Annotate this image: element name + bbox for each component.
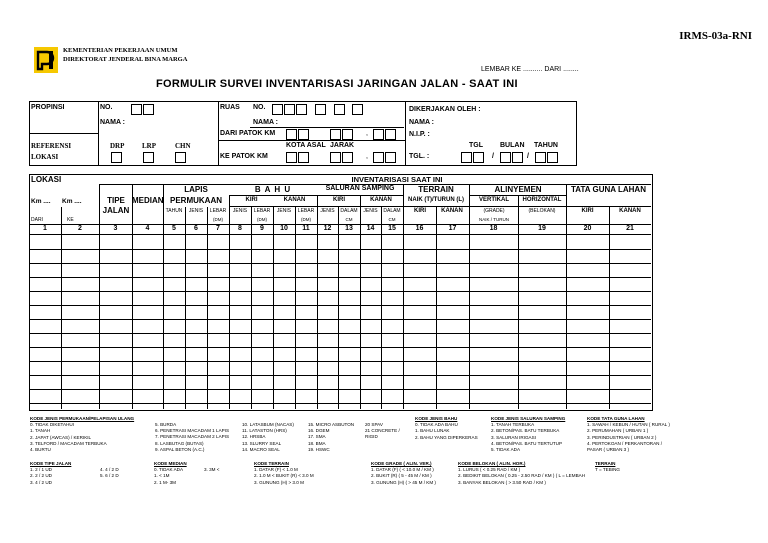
table-row[interactable]: [29, 333, 651, 334]
kota-asal-label: KOTA ASAL: [286, 142, 326, 149]
column-number: 15: [388, 225, 396, 232]
column-number: 16: [415, 225, 424, 232]
table-row[interactable]: [29, 375, 651, 376]
column-number: 3: [113, 225, 118, 232]
chn-label: CHN: [175, 142, 191, 150]
column-number: 20: [583, 225, 592, 232]
table-row[interactable]: [29, 403, 651, 404]
dari-patok-box-5[interactable]: [373, 129, 384, 140]
lokasi-label: LOKASI: [31, 153, 59, 161]
nip-label: N.I.P. :: [409, 131, 430, 138]
table-column-line: [295, 207, 296, 409]
saluran-header: SALURAN SAMPING: [325, 185, 395, 192]
table-column-line: [338, 207, 339, 409]
ke-patok-box-5[interactable]: [373, 152, 384, 163]
drp-label: DRP: [110, 142, 125, 150]
dari-patok-box-3[interactable]: [330, 129, 341, 140]
table-column-line: [207, 207, 208, 409]
propinsi-no-label: NO.: [100, 104, 113, 111]
legend-bahu: KODE JENIS BAHU 0. TIDAK ADA BAHU 1. BAHU LUNAK 2. BAHU YANG DIPERKERAS: [415, 416, 478, 440]
propinsi-no-box-2[interactable]: [143, 104, 154, 115]
legend-grade: KODE GRADE ( ALIN. VER.) 1. DATAR (F) ( < 10.0 M / KM ) 2. BUKIT (R) ( 5 - 45 M / KM ) 3. GUNUNG (H) ( > 45 M / KM ): [371, 461, 436, 485]
ruas-no-label: NO.: [253, 104, 266, 111]
column-number: 2: [78, 225, 82, 232]
bahu-header: B A H U: [254, 185, 292, 194]
drp-box[interactable]: [111, 152, 122, 163]
table-row[interactable]: [29, 249, 651, 250]
median-header: MEDIAN: [132, 196, 164, 205]
table-row[interactable]: [29, 263, 651, 264]
bulan-box-1[interactable]: [500, 152, 511, 163]
column-number: 4: [145, 225, 150, 232]
ruas-no-box-3[interactable]: [296, 104, 307, 115]
table-row[interactable]: [29, 389, 651, 390]
table-column-line: [381, 207, 382, 409]
ruas-no-box-2[interactable]: [284, 104, 295, 115]
ruas-no-box-6[interactable]: [352, 104, 363, 115]
bina-marga-logo-icon: [34, 47, 58, 73]
tgl-header: TGL: [469, 142, 483, 149]
propinsi-label: PROPINSI: [31, 104, 65, 111]
legend-tata-guna: KODE TATA GUNA LAHAN 1. SAWAH / KEBUN / HUTAN ( RURAL ) 2. PERUMAHAN ( URBAN 1 ) 3. PERINDUSTRIAN ( URBAN 2 ) 4. PERTOKOAN / PERKANTORAN / PASAR ( URBAN 3 ): [587, 416, 670, 453]
table-column-line: [251, 207, 252, 409]
dari-patok-box-1[interactable]: [286, 129, 297, 140]
chn-box[interactable]: [175, 152, 186, 163]
table-row[interactable]: [29, 277, 651, 278]
dari-patok-label: DARI PATOK KM: [220, 130, 276, 137]
dari-patok-box-2[interactable]: [298, 129, 309, 140]
dari-patok-box-6[interactable]: [385, 129, 396, 140]
sheet-label: LEMBAR KE .......... DARI ........: [481, 66, 579, 73]
lokasi-header: LOKASI: [31, 175, 62, 184]
legend-terrain-2: TERRAIN T = TEBING: [595, 461, 620, 473]
lrp-box[interactable]: [143, 152, 154, 163]
ruas-no-box-1[interactable]: [272, 104, 283, 115]
table-row[interactable]: [29, 305, 651, 306]
column-number: 17: [448, 225, 457, 232]
table-column-line: [609, 207, 610, 409]
table-row[interactable]: [29, 361, 651, 362]
tgl-box-2[interactable]: [473, 152, 484, 163]
column-number: 14: [366, 225, 375, 232]
ke-patok-box-6[interactable]: [385, 152, 396, 163]
legend-median: KODE MEDIAN 0. TIDAK ADA 1. < 1M 2. 1 M- 3M: [154, 461, 187, 485]
legend-belokan: KODE BELOKAN ( ALIN. HOR.) 1. LURUS ( < 0.25 RAD / KM ) 2. BEDIKIT BELOKAN ( 0.25 - 2.50 RAD / KM ) ( L = LEMBAH 3. BANYAK BELOKAN ( > 3.50 RAD / KM ): [458, 461, 586, 485]
page-title: FORMULIR SURVEI INVENTARISASI JARINGAN JALAN - SAAT INI: [156, 78, 518, 90]
bulan-box-2[interactable]: [512, 152, 523, 163]
dari-patok-box-4[interactable]: [342, 129, 353, 140]
tipe-jalan-header: TIPE JALAN: [102, 196, 130, 215]
tahun-header: TAHUN: [534, 142, 558, 149]
tahun-box-2[interactable]: [547, 152, 558, 163]
column-number: 1: [43, 225, 47, 232]
table-row[interactable]: [29, 319, 651, 320]
jarak-label: JARAK: [330, 142, 355, 149]
terrain-header: TERRAIN: [418, 185, 454, 194]
propinsi-no-box-1[interactable]: [131, 104, 142, 115]
legend-terrain: KODE TERRAIN 1. DATAR (F) < 1.0 M 2. 1.0 M < BUKIT (R) < 3.0 M 3. GUNUNG (H) > 3.0 M: [254, 461, 314, 485]
column-number: 7: [216, 225, 220, 232]
doc-code: IRMS-03a-RNI: [679, 30, 752, 42]
column-number: 10: [280, 225, 288, 232]
propinsi-nama-label: NAMA :: [100, 119, 126, 126]
table-column-line: [273, 207, 274, 409]
legend-tipe-jalan: KODE TIPE JALAN 1. 2 / 1 UD 2. 2 / 2 UD 3. 4 / 2 UD: [30, 461, 72, 485]
alinyemen-header: ALINYEMEN: [494, 185, 542, 194]
inventory-title: INVENTARISASI SAAT INI: [351, 175, 443, 184]
column-number: 6: [194, 225, 198, 232]
column-number: 8: [238, 225, 242, 232]
tgl-label: TGL. :: [409, 153, 430, 160]
surveyor-nama-label: NAMA :: [409, 119, 435, 126]
ke-patok-box-3[interactable]: [330, 152, 341, 163]
legend-saluran: KODE JENIS SALURAN SAMPING 1. TANAH TERBUKA 2. BETON/PAS. BATU TERBUKA 3. SALURAN IRIGASI 4. BETON/PAS. BATU TERTUTUP 5. TIDAK ADA: [491, 416, 566, 453]
ruas-nama-label: NAMA :: [253, 119, 279, 126]
table-column-line: [61, 207, 62, 409]
ke-patok-box-4[interactable]: [342, 152, 353, 163]
tgl-box-1[interactable]: [461, 152, 472, 163]
ministry-name: KEMENTERIAN PEKERJAAN UMUM DIREKTORAT JENDERAL BINA MARGA: [63, 47, 188, 63]
ke-patok-box-1[interactable]: [286, 152, 297, 163]
column-number: 9: [260, 225, 264, 232]
ke-patok-label: KE PATOK KM: [220, 153, 268, 160]
legend-permukaan: KODE JENIS PERMUKAAN/PELAPISAN ULANG 0. TIDAK DIKETAHUI 1. TANAH 2. JAPAT (AWCAS) / KERIKIL 3. TELFORD / MACADAM TERBUKA 4. BURTU: [30, 416, 135, 453]
bulan-header: BULAN: [500, 142, 525, 149]
lrp-label: LRP: [142, 142, 156, 150]
column-number: 21: [626, 225, 634, 232]
referensi-label: REFERENSI: [31, 142, 72, 150]
table-row[interactable]: [29, 347, 651, 348]
tahun-box-1[interactable]: [535, 152, 546, 163]
column-number: 18: [489, 225, 498, 232]
column-number: 11: [302, 225, 310, 232]
ruas-no-box-4[interactable]: [315, 104, 326, 115]
column-number: 5: [172, 225, 176, 232]
column-number: 12: [323, 225, 332, 232]
table-column-line: [436, 207, 437, 409]
ruas-label: RUAS: [220, 104, 240, 111]
dikerjakan-label: DIKERJAKAN OLEH :: [409, 106, 481, 113]
table-row[interactable]: [29, 291, 651, 292]
tata-guna-header: TATA GUNA LAHAN: [571, 185, 646, 194]
column-number: 19: [538, 225, 546, 232]
table-column-line: [185, 207, 186, 409]
ke-patok-box-2[interactable]: [298, 152, 309, 163]
ruas-no-box-5[interactable]: [334, 104, 345, 115]
column-number: 13: [345, 225, 353, 232]
